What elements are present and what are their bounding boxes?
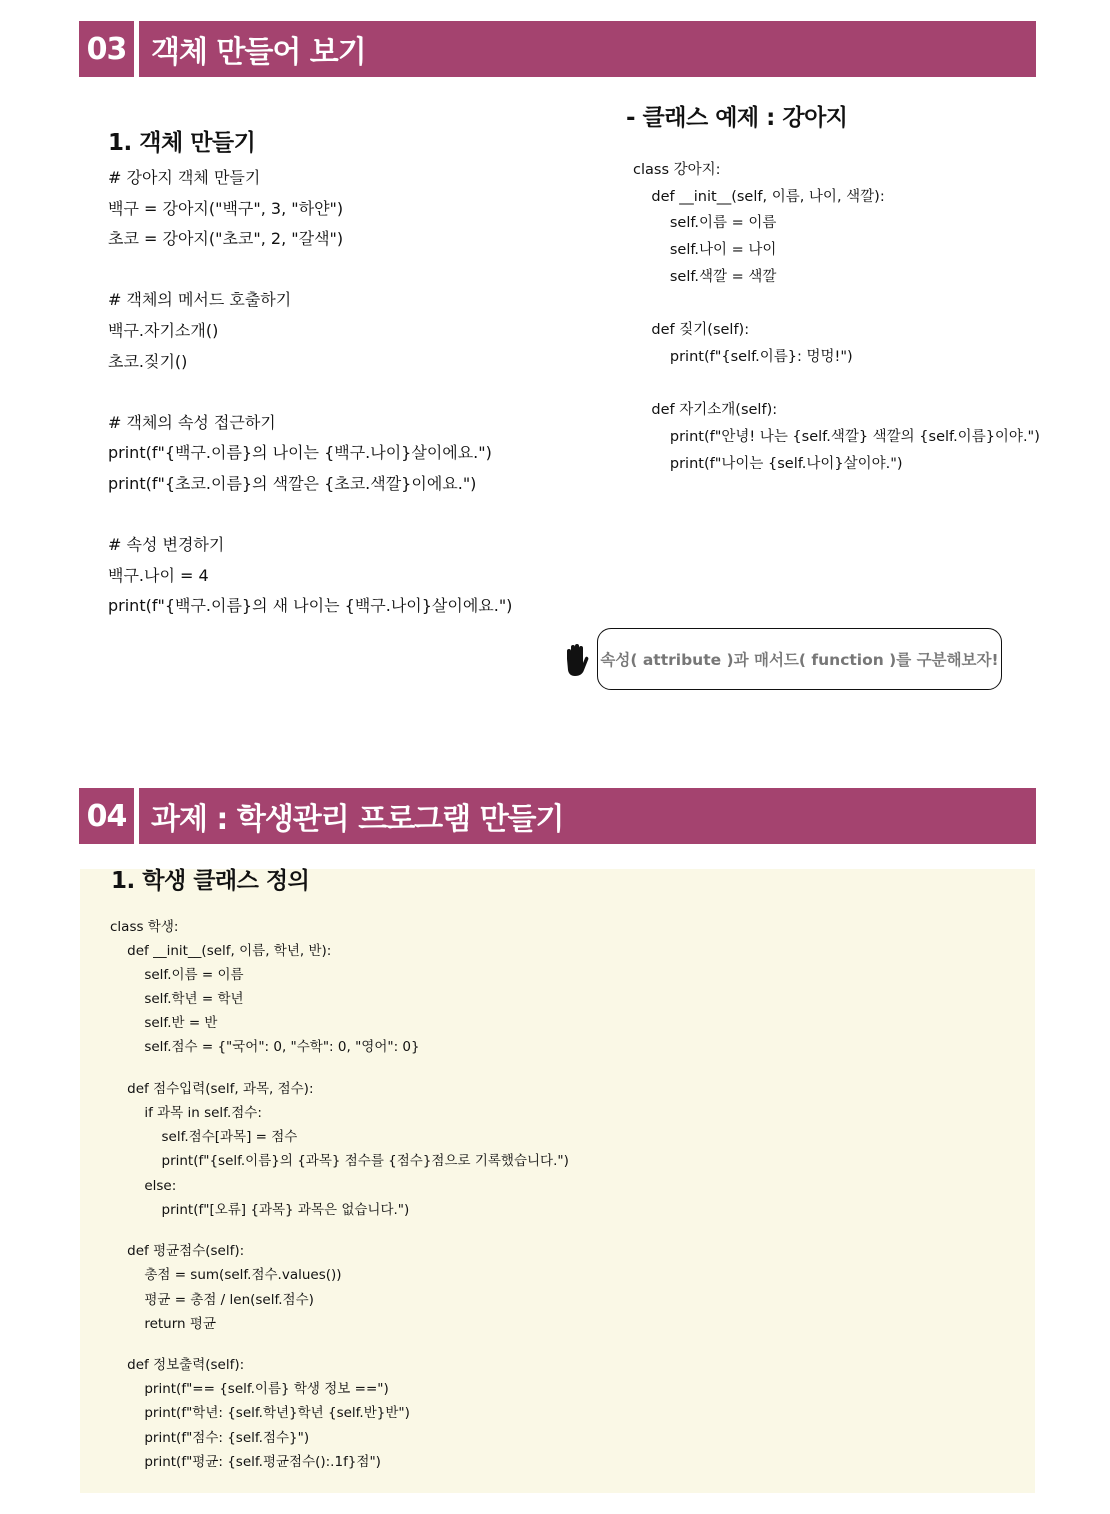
code-line: 평균 = 총점 / len(self.점수): [110, 1291, 314, 1308]
code-line: return 평균: [110, 1315, 216, 1332]
code-line: print(f"안녕! 나는 {self.색깔} 색깔의 {self.이름}이야."): [633, 429, 1040, 446]
heading-class-example: - 클래스 예제 : 강아지: [626, 105, 848, 131]
code-line: print(f"학년: {self.학년}학년 {self.반}반"): [110, 1405, 410, 1422]
code-line: def 짖기(self):: [633, 322, 750, 339]
code-line: self.이름 = 이름: [633, 215, 777, 232]
code-line: [110, 1222, 569, 1240]
heading-student-class: 1. 학생 클래스 정의: [111, 868, 310, 894]
code-line: class 강아지:: [633, 162, 721, 178]
code-line: def 정보출력(self):: [110, 1357, 245, 1374]
code-line: [110, 1336, 569, 1354]
code-line: def 평균점수(self):: [110, 1243, 245, 1260]
code-line: def 점수입력(self, 과목, 점수):: [110, 1081, 314, 1098]
code-line: [633, 371, 1040, 398]
code-line: print(f"점수: {self.점수}"): [110, 1429, 310, 1446]
code-line: def __init__(self, 이름, 학년, 반):: [110, 943, 332, 960]
code-line: else:: [110, 1177, 177, 1194]
code-line: [110, 1060, 569, 1078]
code-line: print(f"평균: {self.평균점수():.1f}점"): [110, 1453, 381, 1470]
code-line: [108, 255, 512, 286]
code-line: 초코.짖기(): [108, 351, 188, 371]
code-line: # 객체의 속성 접근하기: [108, 412, 276, 432]
code-line: self.점수 = {"국어": 0, "수학": 0, "영어": 0}: [110, 1039, 420, 1056]
code-line: print(f"{self.이름}: 멍멍!"): [633, 348, 853, 365]
section-title: 객체 만들어 보기: [139, 21, 1036, 77]
code-line: print(f"{self.이름}의 {과목} 점수를 {점수}점으로 기록했습니다."): [110, 1153, 569, 1170]
code-line: 백구.나이 = 4: [108, 565, 209, 585]
code-line: self.학년 = 학년: [110, 991, 244, 1008]
code-line: self.반 = 반: [110, 1015, 218, 1032]
code-line: self.점수[과목] = 점수: [110, 1129, 298, 1146]
code-line: self.이름 = 이름: [110, 967, 244, 984]
code-line: def 자기소개(self):: [633, 402, 778, 419]
code-line: if 과목 in self.점수:: [110, 1105, 262, 1122]
code-line: 총점 = sum(self.점수.values()): [110, 1267, 342, 1284]
code-line: def __init__(self, 이름, 나이, 색깔):: [633, 188, 885, 205]
code-line: # 강아지 객체 만들기: [108, 168, 261, 187]
student-class-code-block: [110, 915, 569, 1474]
code-line: # 속성 변경하기: [108, 535, 225, 555]
section-03-banner: [79, 21, 1036, 77]
code-line: print(f"[오류] {과목} 과목은 없습니다."): [110, 1201, 410, 1218]
code-line: print(f"{백구.이름}의 나이는 {백구.나이}살이에요."): [108, 443, 492, 463]
section-number: 04: [79, 788, 134, 844]
tip-callout: 속성( attribute )과 매서드( function )를 구분해보자!: [597, 628, 1002, 690]
code-line: self.나이 = 나이: [633, 242, 777, 259]
code-line: print(f"{백구.이름}의 새 나이는 {백구.나이}살이에요."): [108, 596, 513, 616]
code-line: print(f"== {self.이름} 학생 정보 =="): [110, 1381, 389, 1398]
code-line: 초코 = 강아지("초코", 2, "갈색"): [108, 229, 344, 249]
code-line: print(f"{초코.이름}의 색깔은 {초코.색깔}이에요."): [108, 473, 477, 493]
object-code-block: [108, 163, 512, 622]
section-title: 과제 : 학생관리 프로그램 만들기: [139, 788, 1036, 844]
code-line: [108, 377, 512, 408]
section-04-banner: [79, 788, 1036, 844]
code-line: [633, 291, 1040, 318]
code-line: # 객체의 메서드 호출하기: [108, 290, 292, 310]
hand-icon: [563, 643, 589, 677]
code-line: [108, 500, 512, 531]
code-line: self.색깔 = 색깔: [633, 268, 777, 285]
section-number: 03: [79, 21, 134, 77]
code-line: print(f"나이는 {self.나이}살이야."): [633, 455, 903, 472]
code-line: 백구 = 강아지("백구", 3, "하얀"): [108, 198, 344, 218]
class-example-code-block: [633, 157, 1040, 477]
code-line: class 학생:: [110, 919, 179, 935]
heading-make-objects: 1. 객체 만들기: [108, 130, 256, 156]
code-line: 백구.자기소개(): [108, 320, 219, 340]
